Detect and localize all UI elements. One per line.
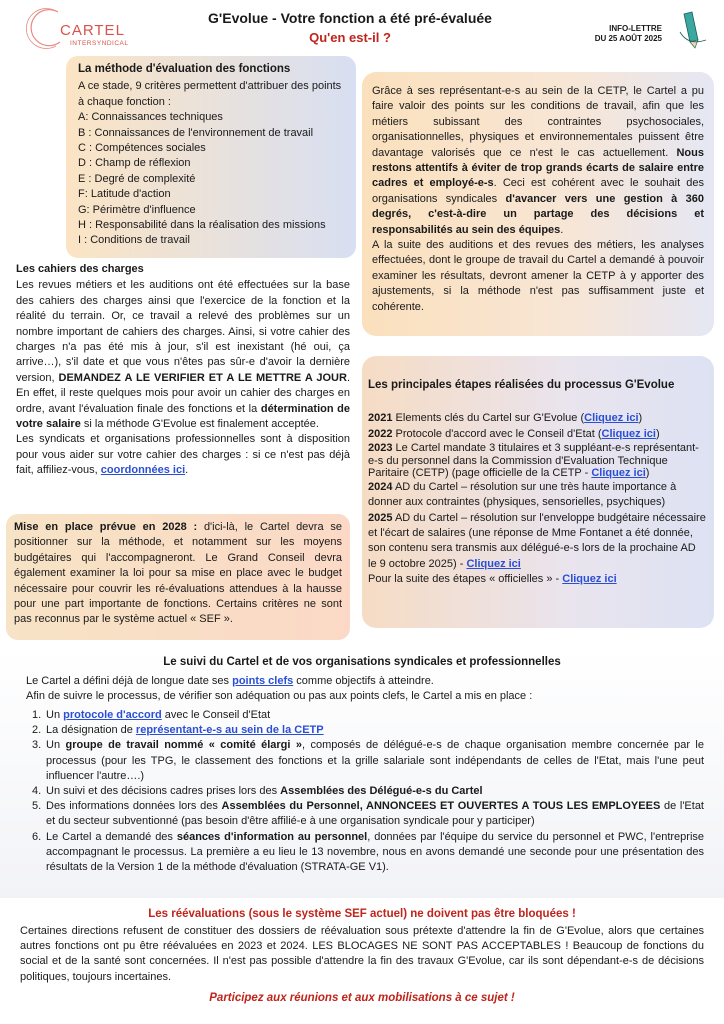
suivi-title: Le suivi du Cartel et de vos organisations syndicales et professionnelles xyxy=(163,656,561,668)
etape-item xyxy=(368,427,706,442)
list-item-text-end: , données par l'équipe du service du personnel et PWC, l'entreprise accompagnant le processus. La première a eu lieu le 13 novembre, nous en avons demandé une seconde pour une présentation des résultats de la Version 1 de la méthode d'évaluation (STRATA-GE V1). xyxy=(46,830,705,874)
points-clefs-link[interactable]: points clefs xyxy=(232,675,294,687)
mise-en-place-title: Mise en place prévue en 2028 : xyxy=(14,521,198,533)
list-item-text: Des informations données lors des xyxy=(46,800,218,813)
criteria-item: D : Champ de réflexion xyxy=(78,157,191,170)
cetp-paragraph-2: A la suite des auditions et des revues des métiers, les analyses effectuées, dont le groupe de travail du Cartel a demandé à pouvoir examiner les résultats, devront amener la CETP à y apporter des ajustements, si la méthode n'est pas suffisamment juste et cohérente. xyxy=(372,239,704,313)
etape-link[interactable]: Cliquez ici xyxy=(601,427,656,440)
list-item xyxy=(32,799,704,829)
info-lettre-date-text: DU 25 AOÛT 2025 xyxy=(594,34,662,43)
list-item xyxy=(32,708,704,723)
cahiers-paragraph-2 xyxy=(16,432,350,478)
cahiers-section xyxy=(12,262,354,479)
cahiers-text: Les revues métiers et les auditions ont été effectuées sur la base des cahiers des charges ainsi que l'exercice de la fonction et la réalité du terrain. Or, ce travail a relevé des problèmes sur un nombre important de cahiers des charges. Ainsi, si votre cahier des charges n'a pas été mis à jour, s'il est inexistant (hé oui, ça arrive…), s'il date et que vous n'êtes pas sûr-e d'avoir la dernière version, xyxy=(16,279,350,384)
criteria-item: H : Responsabilité dans la réalisation des missions xyxy=(78,219,326,232)
etape-link[interactable]: Cliquez ici xyxy=(562,573,617,586)
criteria-box xyxy=(66,56,356,258)
criteria-item: E : Degré de complexité xyxy=(78,172,196,185)
etape-link[interactable]: Cliquez ici xyxy=(591,467,646,480)
etape-end: ) xyxy=(645,467,650,480)
etape-item xyxy=(368,572,706,587)
page-subtitle: Qu'en est-il ? xyxy=(309,30,391,45)
list-item-number: 4. xyxy=(32,785,42,798)
logo-subtext: INTERSYNDICAL xyxy=(70,40,129,47)
representants-cetp-link[interactable]: représentant-e-s au sein de la CETP xyxy=(135,724,324,737)
suivi-section xyxy=(0,648,724,898)
reevaluations-body: Certaines directions refusent de constituer des dossiers de réévaluation sous prétexte d'attendre la fin de G'Evolue, alors que certaines autres fonctions ont pu être réévaluées en 2023 et 2024. LES BLOCAGES NE SONT PAS ACCEPTABLES ! Beaucoup de fonctions du social et de la santé sont concernées. Il n'est pas possible d'attendre la fin des travaux G'Evolue, car ils sont dépendant-e-s de décisions politiques, toujours incertaines. xyxy=(20,925,704,983)
list-item-text: Un suivi et des décisions cadres prises lors des xyxy=(46,785,278,798)
etape-item xyxy=(368,411,706,426)
list-item-text: Le Cartel a demandé des xyxy=(46,830,173,843)
list-item-number: 5. xyxy=(32,800,42,813)
etape-text: Pour la suite des étapes « officielles » - xyxy=(368,573,560,586)
suivi-intro-2: Afin de suivre le processus, de vérifier son adéquation ou pas aux points clefs, le Cartel a mis en place : xyxy=(26,690,533,702)
etape-link[interactable]: Cliquez ici xyxy=(466,557,521,570)
cetp-text: Grâce à ses représentant-e-s au sein de la CETP, le Cartel a pu faire valoir des points sur les conditions de travail, afin que les métiers subissant des contraintes psychosociales, organisationnelles, physiques et environnementales puissent être davantage valorisés que ce n'est le cas actuellement. xyxy=(372,85,704,159)
page-title: G'Evolue - Votre fonction a été pré-évaluée xyxy=(208,10,492,26)
etape-end: ) xyxy=(655,427,660,440)
suivi-intro xyxy=(26,674,434,689)
cetp-bold-2: d'avancer vers une gestion à 360 degrés, c'est-à-dire un partage des décisions et responsabilités au sein des équipes xyxy=(372,192,704,236)
logo-text: CARTEL xyxy=(60,22,125,39)
etape-text: AD du Cartel – résolution sur une très haute importance à donner aux contraintes (physiques, sensorielles, psychiques) xyxy=(368,480,677,509)
etape-year: 2025 xyxy=(368,511,393,524)
cahiers-text-2-end: . xyxy=(185,464,189,477)
etape-item xyxy=(368,442,706,480)
list-item-text-end: avec le Conseil d'Etat xyxy=(164,709,271,721)
suivi-intro-text: Le Cartel a défini déjà de longue date ses xyxy=(26,675,230,687)
etape-text: Le Cartel mandate 3 titulaires et 3 suppléant-e-s représentant-e-s du personnel dans la Commission d'Evaluation Technique Paritaire (CETP) (page officielle de la CETP - xyxy=(368,442,699,480)
protocole-link[interactable]: protocole d'accord xyxy=(63,709,162,721)
cahiers-bold-2: détermination de votre salaire xyxy=(16,402,350,431)
criteria-item: C : Compétences sociales xyxy=(78,142,206,155)
cetp-text-end: . xyxy=(560,223,564,236)
list-item xyxy=(32,738,704,784)
criteria-item: F: Latitude d'action xyxy=(78,188,171,201)
criteria-item: G: Périmètre d'influence xyxy=(78,203,196,216)
list-item xyxy=(32,784,704,799)
cetp-box xyxy=(362,72,714,336)
etape-year: 2022 xyxy=(368,427,393,440)
cahiers-title: Les cahiers des charges xyxy=(16,263,144,275)
list-item-text: Un xyxy=(46,739,61,752)
pencil-icon xyxy=(676,10,712,50)
list-item-bold: Assemblées des Délégué-e-s du Cartel xyxy=(280,785,483,798)
cetp-bold: Nous restons attentifs à éviter de trop grands écarts de salaire entre cadres et employé-e-s xyxy=(372,146,704,190)
list-item-number: 6. xyxy=(32,830,42,843)
criteria-intro: A ce stade, 9 critères permettent d'attribuer des points à chaque fonction : xyxy=(78,80,342,108)
info-lettre-label: INFO-LETTRE xyxy=(609,24,662,33)
etape-year: 2024 xyxy=(368,480,393,493)
cetp-paragraph xyxy=(372,84,704,238)
etapes-box xyxy=(362,356,714,628)
list-item xyxy=(32,723,704,738)
cahiers-paragraph xyxy=(16,278,350,432)
cahiers-bold: DEMANDEZ A LE VERIFIER ET A LE METTRE A JOUR xyxy=(58,371,347,384)
info-lettre-date xyxy=(582,24,662,44)
list-item-text-end: de l'Etat et du secteur subventionné (pas besoin d'être affilié-e à une organisation syndicale pour y participer) xyxy=(46,800,704,828)
etape-year: 2023 xyxy=(368,442,393,455)
list-item-text: La désignation de xyxy=(46,724,133,737)
suivi-list xyxy=(32,708,704,875)
criteria-item: I : Conditions de travail xyxy=(78,234,190,247)
cahiers-text-end: si la méthode G'Evolue est finalement acceptée. xyxy=(83,418,319,431)
reevaluations-footer: Participez aux réunions et aux mobilisations à ce sujet ! xyxy=(209,992,515,1004)
criteria-title: La méthode d'évaluation des fonctions xyxy=(78,63,291,75)
list-item xyxy=(32,830,704,876)
reevaluations-section xyxy=(0,904,724,1024)
reevaluations-title: Les réévaluations (sous le système SEF actuel) ne doivent pas être bloquées ! xyxy=(148,908,576,920)
list-item-text-end: , composés de délégué-e-s de chaque organisation membre concernée par le processus (pour les TPG, le classement des fonctions et la grille salariale sont indépendants de celles de l'Etat, mais l'une peut influencer l'autre….) xyxy=(46,739,704,782)
mise-en-place-box xyxy=(6,514,350,640)
etape-item xyxy=(368,480,706,511)
list-item-number: 3. xyxy=(32,739,42,752)
criteria-item: A: Connaissances techniques xyxy=(78,111,223,124)
cetp-text-mid: . Ceci est cohérent avec le souhait des organisations syndicales xyxy=(372,177,704,205)
criteria-item: B : Connaissances de l'environnement de travail xyxy=(78,126,314,139)
list-item-bold: Assemblées du Personnel, ANNONCEES ET OUVERTES A TOUS LES EMPLOYEES xyxy=(221,800,661,813)
etape-end: ) xyxy=(638,412,643,425)
list-item-number: 1. xyxy=(32,709,42,721)
list-item-number: 2. xyxy=(32,724,42,737)
list-item-bold: groupe de travail nommé « comité élargi » xyxy=(65,739,302,752)
etape-link[interactable]: Cliquez ici xyxy=(584,412,639,425)
etape-year: 2021 xyxy=(368,412,393,425)
cahiers-text-mid: . En effet, il reste quelques mois pour avoir un cahier des charges en ordre, avant l'évaluation finale des fonctions et la xyxy=(16,371,350,415)
suivi-intro-end: comme objectifs à atteindre. xyxy=(296,675,434,687)
cahiers-text-2: Les syndicats et organisations professionnelles sont à disposition pour vous aider sur votre cahier des charges : si ce n'est pas déjà fait, affiliez-vous, xyxy=(16,433,350,477)
mise-en-place-text: d'ici-là, le Cartel devra se positionner sur la méthode, et notamment sur les moyens budgétaires qui l'accompagneront. Le Grand Conseil devra également examiner la loi pour sa mise en place avec le budget nécessaire pour couvrir les ré-évaluations attendues à la hausse pour une part importante de fonctions. Certains critères ne sont pas reconnus par le système actuel « SEF ». xyxy=(14,521,342,626)
etape-item xyxy=(368,511,706,573)
coordonnees-link[interactable]: coordonnées ici xyxy=(100,464,186,477)
etape-text: Elements clés du Cartel sur G'Evolue ( xyxy=(395,412,585,425)
list-item-text: Un xyxy=(46,709,61,721)
cartel-logo xyxy=(20,10,130,50)
list-item-bold: séances d'information au personnel xyxy=(176,830,368,843)
etapes-title: Les principales étapes réalisées du processus G'Evolue xyxy=(368,379,675,391)
etape-text: Protocole d'accord avec le Conseil d'Etat ( xyxy=(395,427,602,440)
etape-text: AD du Cartel – résolution sur l'enveloppe budgétaire nécessaire et l'écart de salaires (une réponse de Mme Fontanet a été donnée, son contenu sera transmis aux délégué-e-s lors de la prochaine AD le 9 octobre 2025) - xyxy=(368,511,706,570)
